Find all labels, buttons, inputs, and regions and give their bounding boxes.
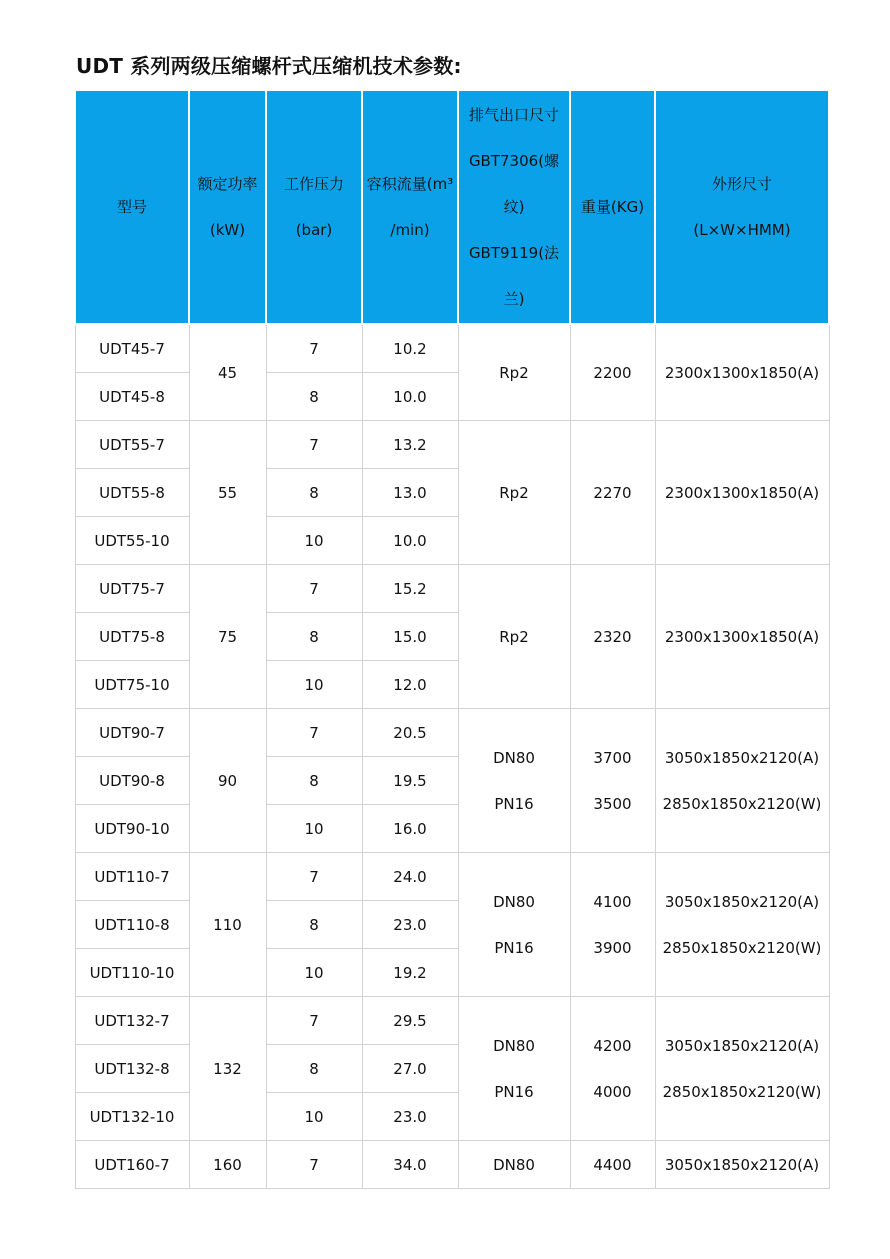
power-cell: 45 — [189, 324, 266, 421]
dims-value: 2300x1300x1850(A) — [664, 627, 820, 646]
flow-cell: 10.0 — [362, 373, 458, 421]
flow-cell: 13.2 — [362, 421, 458, 469]
header-pressure — [266, 90, 362, 324]
weight-cell — [570, 853, 655, 997]
model-cell: UDT45-8 — [75, 373, 189, 421]
header-weight-label: 重量(KG) — [580, 197, 645, 216]
flow-cell: 19.5 — [362, 757, 458, 805]
weight-value: 3500 — [593, 794, 632, 813]
dims-value: 2850x1850x2120(W) — [662, 1082, 822, 1101]
header-dims-line1: 外形尺寸 — [711, 174, 772, 193]
weight-value: 4000 — [593, 1082, 632, 1101]
pressure-cell: 7 — [266, 853, 362, 901]
header-model-label: 型号 — [116, 197, 147, 216]
model-cell: UDT132-8 — [75, 1045, 189, 1093]
header-power-line2: (kW) — [209, 220, 246, 239]
weight-value: 2320 — [593, 627, 632, 646]
pressure-cell: 7 — [266, 1141, 362, 1189]
header-exhaust-line3: 纹) — [503, 198, 525, 216]
weight-value: 3700 — [593, 748, 632, 767]
table-body — [75, 324, 829, 1189]
weight-value: 4200 — [593, 1036, 632, 1055]
flow-cell: 24.0 — [362, 853, 458, 901]
table-row — [75, 565, 829, 613]
weight-cell — [570, 997, 655, 1141]
exhaust-value: DN80 — [493, 892, 535, 911]
pressure-cell: 10 — [266, 517, 362, 565]
power-cell: 75 — [189, 565, 266, 709]
pressure-cell: 10 — [266, 805, 362, 853]
model-cell: UDT110-7 — [75, 853, 189, 901]
model-cell: UDT160-7 — [75, 1141, 189, 1189]
exhaust-cell — [458, 565, 570, 709]
flow-cell: 29.5 — [362, 997, 458, 1045]
dims-cell — [655, 565, 829, 709]
flow-cell: 15.0 — [362, 613, 458, 661]
model-cell: UDT110-8 — [75, 901, 189, 949]
exhaust-value: DN80 — [493, 748, 535, 767]
exhaust-value: Rp2 — [499, 627, 529, 646]
dims-cell — [655, 853, 829, 997]
model-cell: UDT132-7 — [75, 997, 189, 1045]
pressure-cell: 10 — [266, 661, 362, 709]
pressure-cell: 7 — [266, 565, 362, 613]
dims-value: 3050x1850x2120(A) — [664, 892, 820, 911]
model-cell: UDT75-10 — [75, 661, 189, 709]
dims-cell — [655, 324, 829, 421]
header-flow-line2: /min) — [390, 220, 430, 239]
header-weight — [570, 90, 655, 324]
dims-cell — [655, 1141, 829, 1189]
table-header — [75, 90, 829, 324]
pressure-cell: 7 — [266, 709, 362, 757]
exhaust-value: DN80 — [493, 1155, 535, 1174]
pressure-cell: 10 — [266, 1093, 362, 1141]
header-pressure-line2: (bar) — [295, 220, 333, 239]
header-pressure-line1: 工作压力 — [283, 174, 344, 193]
pressure-cell: 8 — [266, 757, 362, 805]
header-exhaust — [458, 90, 570, 324]
dims-value: 3050x1850x2120(A) — [664, 748, 820, 767]
page-title: UDT 系列两级压缩螺杆式压缩机技术参数: — [76, 54, 462, 78]
exhaust-value: DN80 — [493, 1036, 535, 1055]
header-flow — [362, 90, 458, 324]
header-flow-line1: 容积流量(m³ — [366, 174, 454, 193]
model-cell: UDT90-7 — [75, 709, 189, 757]
flow-cell: 10.0 — [362, 517, 458, 565]
header-power — [189, 90, 266, 324]
exhaust-cell — [458, 421, 570, 565]
dims-value: 2300x1300x1850(A) — [664, 363, 820, 382]
model-cell: UDT132-10 — [75, 1093, 189, 1141]
header-dims-line2: (L×W×HMM) — [693, 220, 791, 239]
exhaust-value: Rp2 — [499, 483, 529, 502]
flow-cell: 27.0 — [362, 1045, 458, 1093]
model-cell: UDT55-10 — [75, 517, 189, 565]
spec-table — [74, 89, 830, 1189]
exhaust-cell — [458, 997, 570, 1141]
exhaust-value: PN16 — [494, 938, 534, 957]
table-row — [75, 324, 829, 373]
dims-cell — [655, 709, 829, 853]
weight-cell — [570, 565, 655, 709]
model-cell: UDT55-8 — [75, 469, 189, 517]
table-row — [75, 421, 829, 469]
power-cell: 160 — [189, 1141, 266, 1189]
weight-cell — [570, 421, 655, 565]
exhaust-cell — [458, 709, 570, 853]
exhaust-cell — [458, 1141, 570, 1189]
weight-value: 2270 — [593, 483, 632, 502]
pressure-cell: 8 — [266, 469, 362, 517]
pressure-cell: 7 — [266, 421, 362, 469]
dims-cell — [655, 421, 829, 565]
pressure-cell: 8 — [266, 373, 362, 421]
flow-cell: 34.0 — [362, 1141, 458, 1189]
flow-cell: 10.2 — [362, 324, 458, 373]
exhaust-value: PN16 — [494, 1082, 534, 1101]
pressure-cell: 8 — [266, 1045, 362, 1093]
weight-value: 3900 — [593, 938, 632, 957]
dims-cell — [655, 997, 829, 1141]
weight-cell — [570, 709, 655, 853]
header-dims — [655, 90, 829, 324]
table-row — [75, 1141, 829, 1189]
dims-value: 2850x1850x2120(W) — [662, 938, 822, 957]
model-cell: UDT90-10 — [75, 805, 189, 853]
flow-cell: 13.0 — [362, 469, 458, 517]
power-cell: 90 — [189, 709, 266, 853]
pressure-cell: 8 — [266, 901, 362, 949]
model-cell: UDT90-8 — [75, 757, 189, 805]
header-model — [75, 90, 189, 324]
model-cell: UDT45-7 — [75, 324, 189, 373]
weight-value: 4400 — [593, 1155, 632, 1174]
table-row — [75, 997, 829, 1045]
model-cell: UDT75-7 — [75, 565, 189, 613]
power-cell: 132 — [189, 997, 266, 1141]
table-row — [75, 853, 829, 901]
pressure-cell: 7 — [266, 324, 362, 373]
dims-value: 2850x1850x2120(W) — [662, 794, 822, 813]
header-exhaust-line4: GBT9119(法 — [468, 244, 560, 262]
exhaust-value: Rp2 — [499, 363, 529, 382]
model-cell: UDT110-10 — [75, 949, 189, 997]
pressure-cell: 10 — [266, 949, 362, 997]
weight-cell — [570, 324, 655, 421]
power-cell: 55 — [189, 421, 266, 565]
dims-value: 3050x1850x2120(A) — [664, 1036, 820, 1055]
weight-value: 4100 — [593, 892, 632, 911]
table-row — [75, 709, 829, 757]
header-exhaust-line1: 排气出口尺寸 — [468, 106, 559, 124]
dims-value: 2300x1300x1850(A) — [664, 483, 820, 502]
flow-cell: 12.0 — [362, 661, 458, 709]
model-cell: UDT75-8 — [75, 613, 189, 661]
header-exhaust-line2: GBT7306(螺 — [468, 152, 560, 170]
header-power-line1: 额定功率 — [197, 174, 258, 193]
flow-cell: 15.2 — [362, 565, 458, 613]
flow-cell: 19.2 — [362, 949, 458, 997]
dims-value: 3050x1850x2120(A) — [664, 1155, 820, 1174]
flow-cell: 23.0 — [362, 1093, 458, 1141]
flow-cell: 20.5 — [362, 709, 458, 757]
model-cell: UDT55-7 — [75, 421, 189, 469]
flow-cell: 23.0 — [362, 901, 458, 949]
power-cell: 110 — [189, 853, 266, 997]
flow-cell: 16.0 — [362, 805, 458, 853]
exhaust-value: PN16 — [494, 794, 534, 813]
exhaust-cell — [458, 853, 570, 997]
weight-cell — [570, 1141, 655, 1189]
pressure-cell: 8 — [266, 613, 362, 661]
weight-value: 2200 — [593, 363, 632, 382]
exhaust-cell — [458, 324, 570, 421]
header-exhaust-line5: 兰) — [503, 290, 525, 308]
pressure-cell: 7 — [266, 997, 362, 1045]
